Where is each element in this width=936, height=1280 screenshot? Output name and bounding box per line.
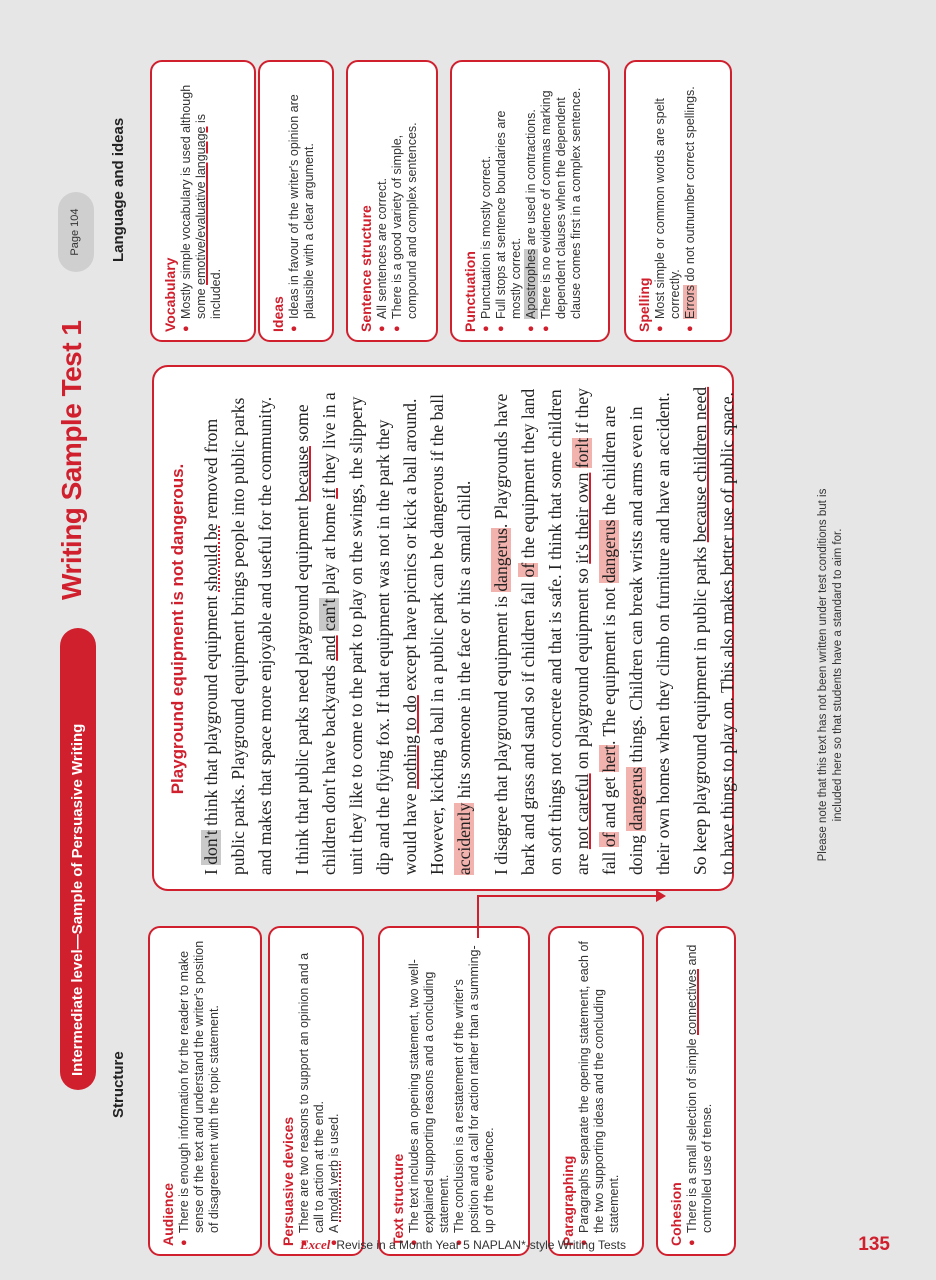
language-heading: Language and ideas [110, 117, 127, 262]
punctuation-bullet-1: ● Punctuation is mostly correct. [479, 74, 494, 332]
footer-brand: Excel [300, 1237, 331, 1252]
page-reference-badge [58, 192, 94, 272]
footer [300, 1233, 890, 1257]
cohesion-bullet: ● There is a small selection of simple connectives and controlled use of tense. [685, 940, 715, 1246]
punctuation-bullet-2: ● Full stops at sentence boundaries are mostly correct. [494, 74, 524, 332]
persuasive-devices-box [268, 926, 364, 1256]
sentence-structure-bullet-2: ● There is a good variety of simple, compound and complex sentences. [390, 74, 420, 332]
spelling-title: Spelling [636, 277, 652, 332]
audience-bullet: ● There is enough information for the reader to make sense of the text and understand the writer's position of disagreement with the topic statement. [177, 940, 222, 1246]
ideas-title: Ideas [270, 296, 286, 332]
audience-box [148, 926, 262, 1256]
page-reference-text: Page 104 [69, 208, 81, 256]
persuasive-devices-bullet-2: ● A modal verb is used. [327, 940, 342, 1246]
structure-heading: Structure [110, 1051, 127, 1118]
footer-book-title: Revise in a Month Year 5 NAPLAN*-style Writing Tests [336, 1238, 627, 1252]
level-banner [60, 628, 96, 1090]
sentence-structure-title: Sentence structure [358, 205, 374, 332]
ideas-bullet: ● Ideas in favour of the writer's opinion are plausible with a clear argument. [287, 74, 317, 332]
punctuation-bullet-3: ● Apostrophes are used in contractions. [524, 74, 539, 332]
punctuation-box [450, 60, 610, 342]
persuasive-devices-title: Persuasive devices [280, 1116, 296, 1246]
essay-title: Playground equipment is not dangerous. [168, 463, 187, 795]
essay-box [152, 365, 737, 891]
essay-paragraph-4: So keep playground equipment in public parks because children need to have things to play on. This also makes better use of public space. [690, 386, 737, 875]
essay-paragraph-2: I think that public parks need playground equipment because some children don't have backyards and can't play at home if they live in a unit they like to come to the park to play on the swings, the slippery dip and the flying fox. If that equipment was not in the park they would have nothing to do except have picnics or kick a ball around. However, kicking a ball in a public park can be dangerous if the ball accidently hits someone in the face or hits a small child. [292, 392, 474, 875]
level-banner-text: Intermediate level—Sample of Persuasive Writing [69, 723, 86, 1076]
page-title: Writing Sample Test 1 [56, 320, 87, 600]
audience-title: Audience [160, 1182, 176, 1246]
text-structure-box [378, 926, 530, 1256]
text-structure-bullet-1: ● The text includes an opening statement, two well-explained supporting reasons and a concluding statement. [407, 940, 452, 1246]
sentence-structure-bullet-1: ● All sentences are correct. [375, 74, 390, 332]
vocabulary-bullet: ● Mostly simple vocabulary is used although some emotive/evaluative language is included. [179, 74, 224, 332]
essay-paragraph-1: I don't think that playground equipment should be removed from public parks. Playground equipment brings people into public parks and makes that space more enjoyable and useful for the community. [201, 396, 275, 875]
text-structure-title: Text structure [390, 1153, 406, 1246]
vocabulary-box [150, 60, 256, 342]
cohesion-box [656, 926, 736, 1256]
note-text: Please note that this text has not been written under test conditions but is included here so that students have a standard to aim for. [817, 488, 844, 862]
vocabulary-title: Vocabulary [162, 257, 178, 332]
persuasive-devices-bullet-1: ● There are two reasons to support an opinion and a call to action at the end. [297, 940, 327, 1246]
spelling-bullet-1: ● Most simple or common words are spelt correctly. [653, 74, 683, 332]
paragraphing-title: Paragraphing [560, 1155, 576, 1246]
ideas-box [258, 60, 334, 342]
sentence-structure-box [346, 60, 438, 342]
page-number: 135 [858, 1234, 890, 1255]
essay-paragraph-3: I disagree that playground equipment is dangerus. Playgrounds have bark and grass and sand so if children fall of the equipment they land on soft things not concrete and that is safe. I think that some children are not careful on playground equipment so it's their own forlt if they fall of and get hert. The equipment is not dangerus the children are doing dangerus things. Children can break wrists and arms even in their own homes when they climb on furniture and have an accident. [491, 388, 673, 875]
paragraphing-bullet: ● Paragraphs separate the opening statement, each of the two supporting ideas and the concluding statement. [577, 940, 622, 1246]
spelling-bullet-2: ● Errors do not outnumber correct spellings. [683, 74, 698, 332]
punctuation-title: Punctuation [462, 251, 478, 332]
spelling-box [624, 60, 732, 342]
paragraphing-box [548, 926, 644, 1256]
cohesion-title: Cohesion [668, 1182, 684, 1246]
text-structure-bullet-2: ● The conclusion is a restatement of the writer's position and a call for action rather than a summing-up of the evidence. [452, 940, 497, 1246]
punctuation-bullet-4: ● There is no evidence of commas marking dependent clauses when the dependent clause comes first in a complex sentence. [539, 74, 584, 332]
